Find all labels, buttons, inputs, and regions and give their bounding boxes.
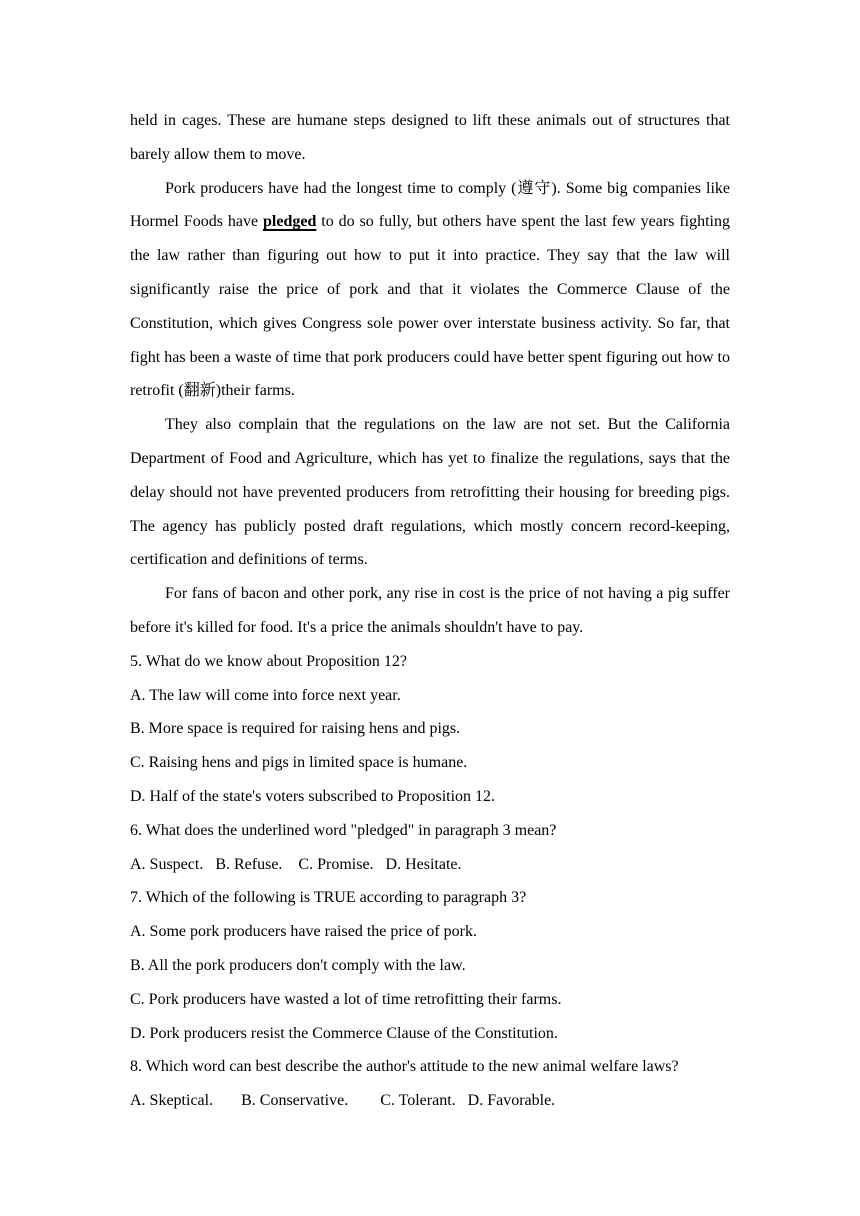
document-page [130,104,730,1118]
question-5-option-a: A. The law will come into force next year. [130,686,401,704]
underlined-word-pledged: pledged [263,213,317,231]
question-7-option-c: C. Pork producers have wasted a lot of time retrofitting their farms. [130,990,562,1008]
question-5-option-c: C. Raising hens and pigs in limited space is humane. [130,754,468,772]
question-7-option-d: D. Pork producers resist the Commerce Clause of the Constitution. [130,1024,558,1042]
question-8-options: A. Skeptical. B. Conservative. C. Tolerant. D. Favorable. [130,1092,556,1110]
passage-paragraph-3: They also complain that the regulations on the law are not set. But the California Department of Food and Agriculture, which has yet to finalize the regulations, says that the delay should not have prevented producers from retrofitting their housing for breeding pigs. The agency has publicly posted draft regulations, which mostly concern record-keeping, certification and definitions of terms. [130,416,730,569]
question-5-stem: 5. What do we know about Proposition 12? [130,652,408,670]
question-5-option-d: D. Half of the state's voters subscribed to Proposition 12. [130,787,496,805]
passage-paragraph-2 [130,172,730,409]
paragraph-2-text-before: Pork producers have had the longest time to comply (遵守). Some big companies like Hormel Foods have [130,179,730,231]
question-6-options: A. Suspect. B. Refuse. C. Promise. D. Hesitate. [130,855,462,873]
question-5-option-b: B. More space is required for raising hens and pigs. [130,720,461,738]
paragraph-2-text-after: to do so fully, but others have spent the last few years fighting the law rather than figuring out how to put it into practice. They say that the law will significantly raise the price of pork and that it violates the Commerce Clause of the Constitution, which gives Congress sole power over interstate business activity. So far, that fight has been a waste of time that pork producers could have better spent figuring out how to retrofit (翻新)their farms. [130,213,731,400]
question-7-stem: 7. Which of the following is TRUE according to paragraph 3? [130,889,527,907]
question-7-option-a: A. Some pork producers have raised the price of pork. [130,923,477,941]
question-8-stem: 8. Which word can best describe the author's attitude to the new animal welfare laws? [130,1058,679,1076]
passage-paragraph-4: For fans of bacon and other pork, any rise in cost is the price of not having a pig suffer before it's killed for food. It's a price the animals shouldn't have to pay. [130,585,730,636]
question-7-option-b: B. All the pork producers don't comply with the law. [130,956,466,974]
passage-paragraph-1: held in cages. These are humane steps designed to lift these animals out of structures that barely allow them to move. [130,112,730,163]
question-6-stem: 6. What does the underlined word "pledged" in paragraph 3 mean? [130,821,557,839]
